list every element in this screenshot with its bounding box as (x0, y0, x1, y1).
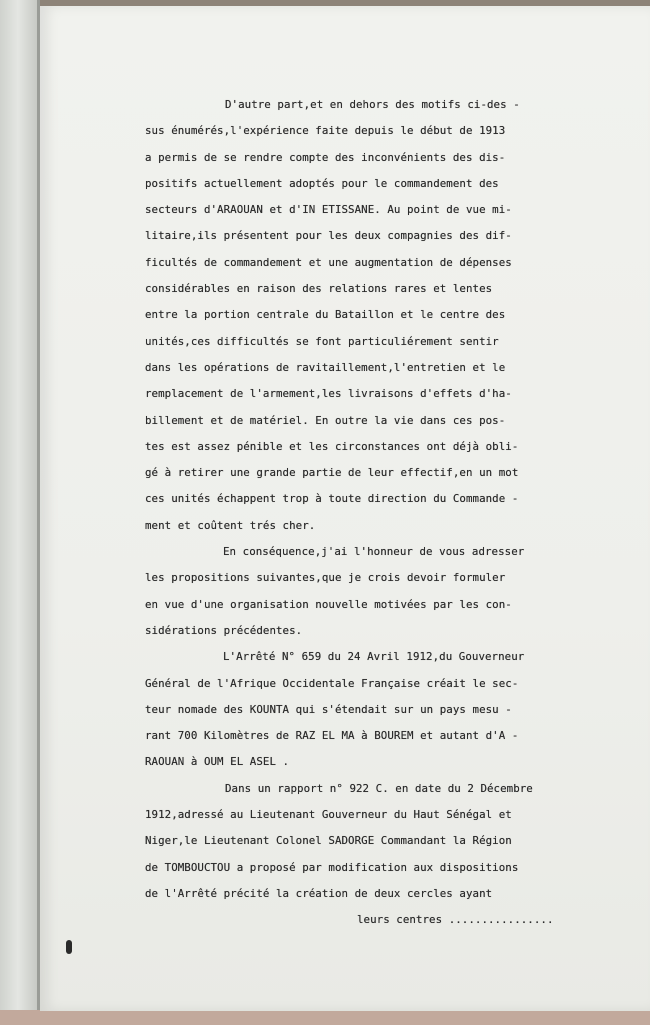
text-line-19: les propositions suivantes,que je crois devoir formuler (145, 571, 506, 585)
typewritten-text-block (145, 92, 605, 934)
text-line-14: tes est assez pénible et les circonstances ont déjà obli- (145, 439, 519, 453)
text-line-23: Général de l'Afrique Occidentale Française créait le sec- (145, 676, 519, 690)
text-line-20: en vue d'une organisation nouvelle motivées par les con- (145, 597, 512, 611)
text-line-7: ficultés de commandement et une augmentation de dépenses (145, 255, 512, 269)
binder-spine (0, 0, 40, 1025)
text-line-25: rant 700 Kilomètres de RAZ EL MA à BOUREM et autant d'A - (145, 729, 519, 743)
text-line-6: litaire,ils présentent pour les deux compagnies des dif- (145, 229, 512, 243)
text-line-3: a permis de se rendre compte des inconvénients des dis- (145, 150, 506, 164)
text-line-15: gé à retirer une grande partie de leur effectif,en un mot (145, 466, 519, 480)
text-line-9: entre la portion centrale du Bataillon et le centre des (145, 308, 506, 322)
text-line-27: Dans un rapport n° 922 C. en date du 2 Décembre (225, 781, 533, 795)
binder-ring-icon (66, 940, 72, 954)
text-line-32: leurs centres ................ (357, 913, 554, 927)
text-line-4: positifs actuellement adoptés pour le commandement des (145, 176, 499, 190)
text-line-21: sidérations précédentes. (145, 623, 303, 637)
text-line-16: ces unités échappent trop à toute direction du Commande - (145, 492, 519, 506)
text-line-26: RAOUAN à OUM EL ASEL . (145, 755, 290, 769)
text-line-29: Niger,le Lieutenant Colonel SADORGE Commandant la Région (145, 834, 512, 848)
text-line-18: En conséquence,j'ai l'honneur de vous adresser (223, 545, 525, 559)
text-line-28: 1912,adressé au Lieutenant Gouverneur du Haut Sénégal et (145, 808, 512, 822)
text-line-13: billement et de matériel. En outre la vie dans ces pos- (145, 413, 506, 427)
text-line-2: sus énumérés,l'expérience faite depuis le début de 1913 (145, 124, 506, 138)
text-line-10: unités,ces difficultés se font particuliérement sentir (145, 334, 499, 348)
text-line-1: D'autre part,et en dehors des motifs ci-des - (225, 98, 520, 111)
text-line-31: de l'Arrêté précité la création de deux cercles ayant (145, 886, 493, 900)
text-line-11: dans les opérations de ravitaillement,l'entretien et le (145, 360, 506, 374)
text-line-24: teur nomade des KOUNTA qui s'étendait sur un pays mesu - (145, 702, 512, 716)
text-line-17: ment et coûtent trés cher. (145, 518, 316, 532)
text-line-8: considérables en raison des relations rares et lentes (145, 282, 493, 296)
text-line-12: remplacement de l'armement,les livraisons d'effets d'ha- (145, 387, 512, 401)
binder-bottom-edge (0, 1010, 650, 1025)
text-line-5: secteurs d'ARAOUAN et d'IN ETISSANE. Au point de vue mi- (145, 203, 512, 217)
text-line-30: de TOMBOUCTOU a proposé par modification aux dispositions (145, 860, 519, 874)
text-line-22: L'Arrêté N° 659 du 24 Avril 1912,du Gouverneur (223, 650, 525, 664)
